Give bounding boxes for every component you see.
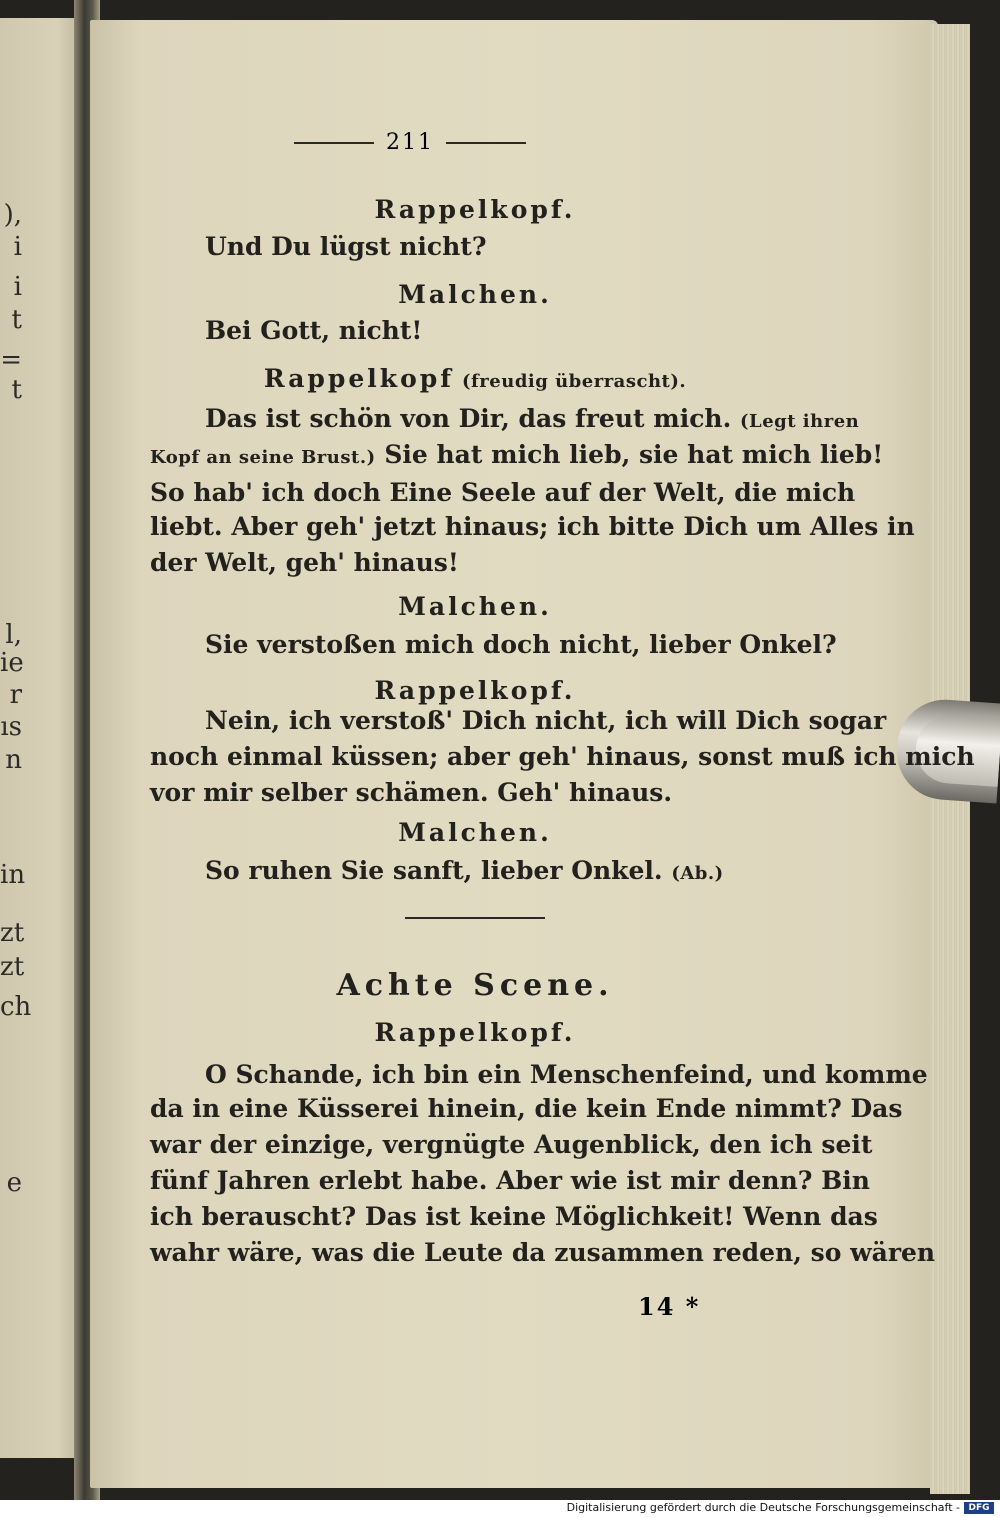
line-text: fünf Jahren erlebt habe. Aber wie ist mir denn? Bin <box>150 1166 870 1195</box>
line-text: da in eine Küsserei hinein, die kein Ende nimmt? Das <box>150 1094 903 1123</box>
text-line <box>150 440 884 473</box>
text-line <box>150 1202 878 1232</box>
left-page-fragment: = <box>0 345 22 375</box>
line-text: war der einzige, vergnügte Augenblick, den ich seit <box>150 1130 873 1159</box>
text-line <box>150 512 915 542</box>
footer-bar <box>0 1500 1000 1517</box>
speaker-label: Malchen. <box>398 818 552 847</box>
signature-mark: 14 * <box>638 1292 701 1321</box>
line-text: So hab' ich doch Eine Seele auf der Welt, die mich <box>150 478 856 507</box>
text-line <box>150 1166 870 1196</box>
left-page-fragment: in <box>0 860 26 890</box>
left-page-fragment: t <box>11 375 22 405</box>
line-text: noch einmal küssen; aber geh' hinaus, sonst muß ich mich <box>150 742 975 771</box>
speaker-name <box>150 280 800 309</box>
line-text: Nein, ich verstoß' Dich nicht, ich will Dich sogar <box>205 706 887 735</box>
speaker-label: Malchen. <box>398 280 552 309</box>
text-line <box>150 316 800 346</box>
left-page-edge <box>0 18 82 1458</box>
text-line <box>150 1238 936 1268</box>
speaker-name <box>150 1018 800 1047</box>
left-page-fragment: t <box>11 305 22 335</box>
speaker-name <box>150 676 800 705</box>
running-head-rule-right <box>446 142 526 144</box>
text-line <box>150 548 800 578</box>
text-line <box>150 1094 903 1124</box>
footer-credit: Digitalisierung gefördert durch die Deutsche Forschungsgemeinschaft - <box>566 1501 960 1514</box>
left-page-fragment: e <box>6 1168 22 1198</box>
stage-direction: (freudig überrascht). <box>462 371 687 392</box>
stage-direction: (Ab.) <box>671 863 724 884</box>
line-text: liebt. Aber geh' jetzt hinaus; ich bitte Dich um Alles in <box>150 512 915 541</box>
text-line <box>150 706 887 736</box>
stage-direction: (Legt ihren <box>740 411 860 432</box>
line-text: So ruhen Sie sanft, lieber Onkel. <box>205 856 663 885</box>
line-text: wahr wäre, was die Leute da zusammen reden, so wären <box>150 1238 936 1267</box>
speaker-name <box>150 818 800 847</box>
line-text: Das ist schön von Dir, das freut mich. <box>205 404 732 433</box>
speaker-label: Rappelkopf <box>263 364 455 393</box>
text-line <box>150 742 975 772</box>
left-page-fragment: r <box>9 680 22 710</box>
page-number: 211 <box>386 130 434 155</box>
left-page-fragment: ıs <box>0 712 22 742</box>
left-page-fragment: ch <box>0 992 32 1022</box>
line-text: Sie verstoßen mich doch nicht, lieber Onkel? <box>205 630 837 659</box>
line-text: ich berauscht? Das ist keine Möglichkeit! Wenn das <box>150 1202 878 1231</box>
speaker-name <box>150 195 800 224</box>
speaker-label: Rappelkopf. <box>374 1018 576 1047</box>
dfg-logo: DFG <box>964 1502 994 1514</box>
speaker-label: Rappelkopf. <box>374 676 576 705</box>
line-text: Und Du lügst nicht? <box>205 232 487 261</box>
speaker-label: Malchen. <box>398 592 552 621</box>
running-head-rule-left <box>294 142 374 144</box>
running-head <box>220 130 600 155</box>
left-page-fragment: l, <box>5 620 22 650</box>
scene-title: Achte Scene. <box>336 968 614 1003</box>
speaker-name <box>150 364 800 393</box>
line-text: Bei Gott, nicht! <box>205 316 423 345</box>
left-page-fragment: i <box>13 232 22 262</box>
text-line <box>150 478 856 508</box>
text-line <box>150 1130 873 1160</box>
line-text: vor mir selber schämen. Geh' hinaus. <box>150 778 673 807</box>
line-text: der Welt, geh' hinaus! <box>150 548 459 577</box>
speaker-name <box>150 592 800 621</box>
speaker-label: Rappelkopf. <box>374 195 576 224</box>
left-page-fragment: i <box>13 272 22 302</box>
text-line <box>150 630 837 660</box>
text-line <box>150 404 860 437</box>
text-line <box>150 778 800 808</box>
text-line <box>150 1060 928 1090</box>
scene-divider <box>405 917 545 919</box>
left-page-fragment: zt <box>0 918 25 948</box>
left-page-fragment: zt <box>0 952 25 982</box>
left-page-fragment: ie <box>0 648 24 678</box>
stage-direction: Kopf an seine Brust.) <box>150 447 376 468</box>
line-text: O Schande, ich bin ein Menschenfeind, und komme <box>205 1060 928 1089</box>
left-page-fragment: n <box>5 745 22 775</box>
text-line <box>150 856 800 889</box>
line-text: Sie hat mich lieb, sie hat mich lieb! <box>384 440 884 469</box>
text-line <box>150 232 800 262</box>
left-page-fragment: ), <box>3 200 22 230</box>
